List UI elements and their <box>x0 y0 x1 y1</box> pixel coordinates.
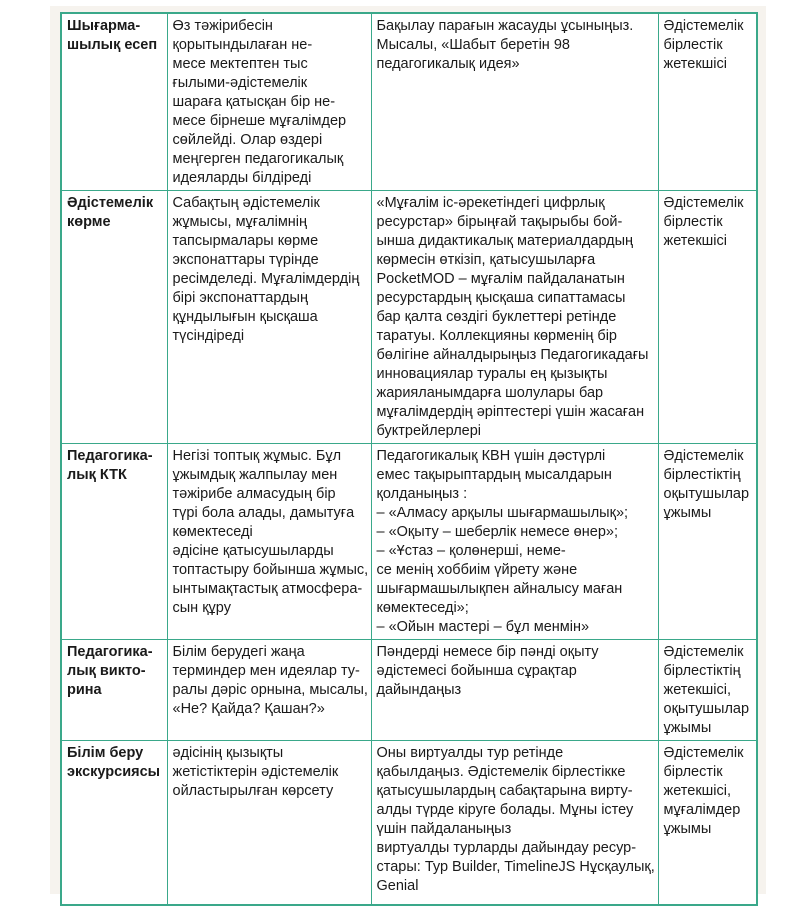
recommendation-cell: «Мұғалім іс-әрекетіндегі цифрлық ресурстар» бірыңғай тақырыбы бой- ынша дидактикалық материалдардың көрмесін өткізіп, қатысушыларға PocketMOD – мұғалім пайдаланатын ресурстардың қысқаша сипаттамасы бар қалта сөздігі буклеттері ретінде таратуы. Коллекцияны көрменің бір бөлігіне айналдырыңыз Педагогикадағы инновациялар туралы ең қызықты жарияланымдарға шолулары бар мұғалімдердің әріптестері үшін жасаған буктрейлерлері <box>371 191 658 444</box>
description-cell: Сабақтың әдістемелік жұмысы, мұғалімнің тапсырмалары көрме экспонаттары түрінде ресімделеді. Мұғалімдердің бірі экспонаттардың құндылығын қысқаша түсіндіреді <box>167 191 371 444</box>
table-row <box>61 13 757 191</box>
method-name-cell: Әдістемелік көрме <box>61 191 167 444</box>
responsible-cell: Әдістемелік бірлестік жетекшісі, мұғалімдер ұжымы <box>658 741 757 905</box>
table-row <box>61 191 757 444</box>
description-cell: Негізі топтық жұмыс. Бұл ұжымдық жалпылау мен тәжірибе алмасудың бір түрі бола алады, дамытуға көмектеседі әдісіне қатысушыларды топтастыру бойынша жұмыс, ынтымақтастық атмосфера- сын құру <box>167 444 371 640</box>
page-sheet <box>50 6 766 894</box>
method-name-cell: Білім беру экскурсиясы <box>61 741 167 905</box>
description-cell: Білім берудегі жаңа терминдер мен идеялар ту- ралы дәріс орнына, мысалы, «Не? Қайда? Қашан?» <box>167 640 371 741</box>
responsible-cell: Әдістемелік бірлестіктің жетекшісі, оқытушылар ұжымы <box>658 640 757 741</box>
methods-table <box>60 12 758 906</box>
table-row <box>61 444 757 640</box>
recommendation-cell: Оны виртуалды тур ретінде қабылдаңыз. Әдістемелік бірлестікке қатысушылардың сабақтарына вирту- алды түрде кіруге болады. Мұны істеу үшін пайдаланыңыз виртуалды турларды дайындау ресур- стары: Тур Builder, TimelineJS Нұсқаулық, Genial <box>371 741 658 905</box>
method-name-cell: Шығарма- шылық есеп <box>61 13 167 191</box>
method-name-cell: Педагогика- лық викто- рина <box>61 640 167 741</box>
table-row <box>61 640 757 741</box>
description-cell: Өз тәжірибесін қорытындылаған не- месе мектептен тыс ғылыми-әдістемелік шараға қатысқан бір не- месе бірнеше мұғалімдер сөйлейді. Олар өздері меңгерген педагогикалық идеяларды білдіреді <box>167 13 371 191</box>
recommendation-cell: Педагогикалық КВН үшін дәстүрлі емес тақырыптардың мысалдарын қолданыңыз : – «Алмасу арқылы шығармашылық»; – «Оқыту – шеберлік немесе өнер»; – «Ұстаз – қолөнерші, неме- се менің хоббиім үйрету және шығармашылықпен айналысу маған көмектеседі»; – «Ойын мастері – бұл менмін» <box>371 444 658 640</box>
responsible-cell: Әдістемелік бірлестік жетекшісі <box>658 13 757 191</box>
responsible-cell: Әдістемелік бірлестіктің оқытушылар ұжымы <box>658 444 757 640</box>
table-row <box>61 741 757 905</box>
description-cell: әдісінің қызықты жетістіктерін әдістемелік ойластырылған көрсету <box>167 741 371 905</box>
method-name-cell: Педагогика- лық КТК <box>61 444 167 640</box>
recommendation-cell: Пәндерді немесе бір пәнді оқыту әдістемесі бойынша сұрақтар дайындаңыз <box>371 640 658 741</box>
responsible-cell: Әдістемелік бірлестік жетекшісі <box>658 191 757 444</box>
recommendation-cell: Бақылау парағын жасауды ұсыныңыз. Мысалы, «Шабыт беретін 98 педагогикалық идея» <box>371 13 658 191</box>
